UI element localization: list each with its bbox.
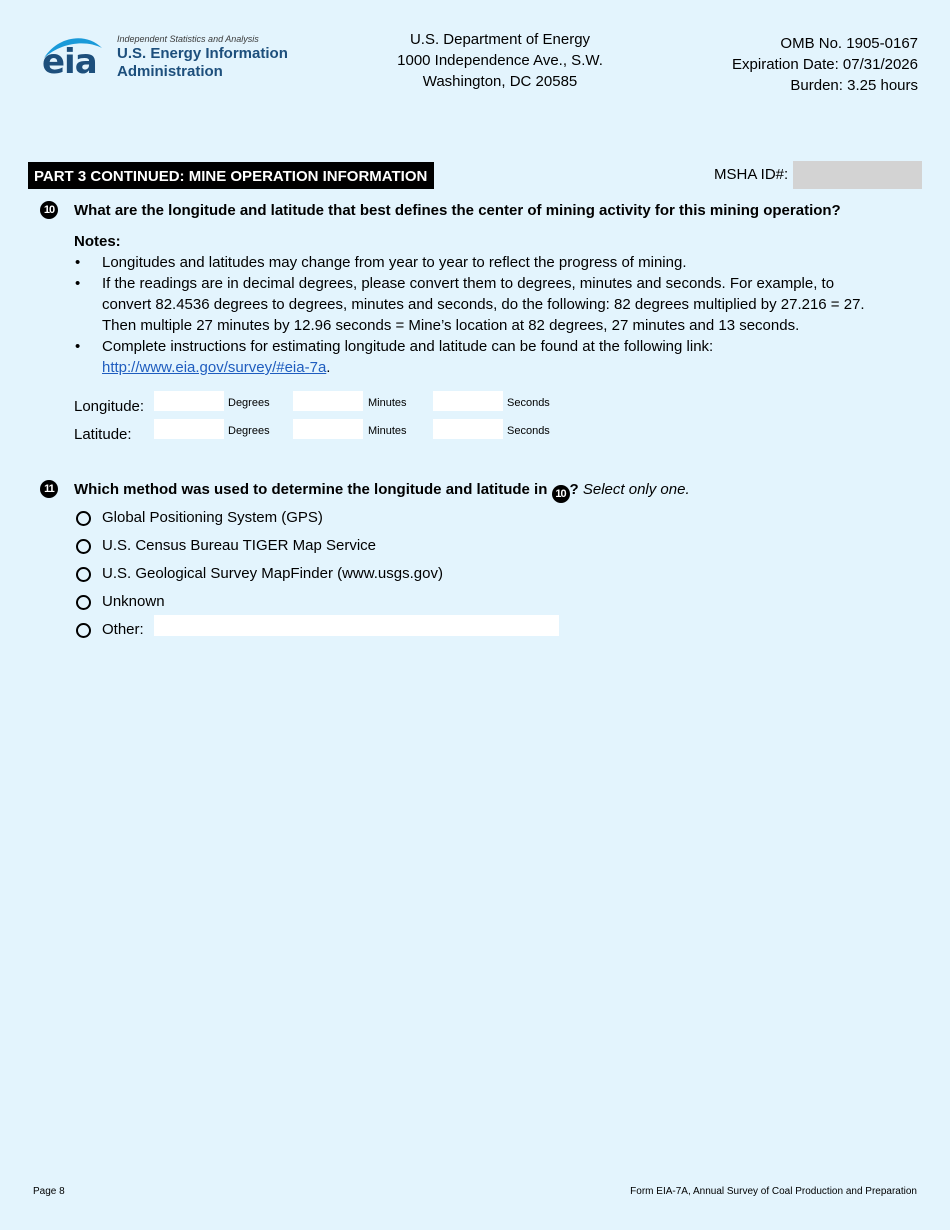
seconds-unit: Seconds xyxy=(507,397,550,409)
page-number: Page 8 xyxy=(33,1186,65,1197)
degrees-unit: Degrees xyxy=(228,425,270,437)
department-line: U.S. Department of Energy xyxy=(409,31,591,48)
department-address xyxy=(340,29,660,92)
longitude-label: Longitude: xyxy=(74,398,145,415)
longitude-degrees-input[interactable] xyxy=(154,391,224,411)
omb-number: OMB No. 1905-0167 xyxy=(780,35,918,52)
note-line: Longitudes and latitudes may change from year to year to reflect the progress of mining. xyxy=(102,254,687,271)
other-method-input[interactable] xyxy=(154,615,559,636)
note-line: Then multiple 27 minutes by 12.96 seconds = Mine’s location at 82 degrees, 27 minutes and 13 seconds. xyxy=(102,317,800,334)
radio-icon[interactable] xyxy=(76,595,91,610)
question-ref-number: 10 xyxy=(552,485,570,503)
logo-tagline: Independent Statistics and Analysis xyxy=(117,34,259,44)
logo-name-line2: Administration xyxy=(117,63,223,80)
logo-name xyxy=(117,45,288,81)
latitude-minutes-input[interactable] xyxy=(293,419,363,439)
latitude-seconds-input[interactable] xyxy=(433,419,503,439)
note-bullet-1 xyxy=(102,252,687,273)
note-line: If the readings are in decimal degrees, please convert them to degrees, minutes and seconds. For example, to xyxy=(102,275,835,292)
latitude-degrees-input[interactable] xyxy=(154,419,224,439)
option-label: U.S. Census Bureau TIGER Map Service xyxy=(102,537,376,554)
radio-icon[interactable] xyxy=(76,567,91,582)
radio-icon[interactable] xyxy=(76,539,91,554)
expiration-date: Expiration Date: 07/31/2026 xyxy=(732,56,918,73)
bullet-marker: • xyxy=(75,338,81,355)
option-label: Unknown xyxy=(102,593,165,610)
question-10-number: 10 xyxy=(40,201,58,219)
option-label: Other: xyxy=(102,621,144,638)
degrees-unit: Degrees xyxy=(228,397,270,409)
radio-icon[interactable] xyxy=(76,623,91,638)
logo-wordmark: eia xyxy=(42,42,97,82)
seconds-unit: Seconds xyxy=(507,425,550,437)
note-line: Complete instructions for estimating longitude and latitude can be found at the following link: xyxy=(102,338,714,355)
minutes-unit: Minutes xyxy=(368,397,407,409)
eia-logo xyxy=(40,32,310,84)
note-link-line xyxy=(102,357,713,378)
question-11-text-after: ? xyxy=(569,481,579,498)
burden: Burden: 3.25 hours xyxy=(790,77,918,94)
note-bullet-2 xyxy=(102,273,865,336)
msha-id-label: MSHA ID#: xyxy=(714,166,789,183)
notes-title: Notes: xyxy=(74,233,121,250)
section-title: PART 3 CONTINUED: MINE OPERATION INFORMATION xyxy=(28,162,434,189)
question-10-text: What are the longitude and latitude that best defines the center of mining activity for this mining operation? xyxy=(74,202,841,219)
note-line: convert 82.4536 degrees to degrees, minutes and seconds, do the following: 82 degrees multiplied by 27.216 = 27. xyxy=(102,296,865,313)
radio-icon[interactable] xyxy=(76,511,91,526)
link-period: . xyxy=(326,359,331,376)
question-11-text-before: Which method was used to determine the longitude and latitude in xyxy=(74,481,552,498)
bullet-marker: • xyxy=(75,275,81,292)
longitude-seconds-input[interactable] xyxy=(433,391,503,411)
bullet-marker: • xyxy=(75,254,81,271)
logo-name-line1: U.S. Energy Information xyxy=(117,45,288,62)
department-line: 1000 Independence Ave., S.W. xyxy=(397,52,603,69)
msha-id-input[interactable] xyxy=(793,161,922,189)
note-bullet-3 xyxy=(102,336,713,378)
latitude-label: Latitude: xyxy=(74,426,132,443)
option-label: Global Positioning System (GPS) xyxy=(102,509,323,526)
question-11-instruction: Select only one. xyxy=(582,481,690,498)
form-name: Form EIA-7A, Annual Survey of Coal Production and Preparation xyxy=(630,1186,917,1197)
survey-link[interactable]: http://www.eia.gov/survey/#eia-7a xyxy=(102,359,327,376)
department-line: Washington, DC 20585 xyxy=(422,73,578,90)
minutes-unit: Minutes xyxy=(368,425,407,437)
question-11-number: 11 xyxy=(40,480,58,498)
option-label: U.S. Geological Survey MapFinder (www.usgs.gov) xyxy=(102,565,443,582)
longitude-minutes-input[interactable] xyxy=(293,391,363,411)
question-11-text xyxy=(74,481,690,503)
omb-info xyxy=(732,33,918,96)
